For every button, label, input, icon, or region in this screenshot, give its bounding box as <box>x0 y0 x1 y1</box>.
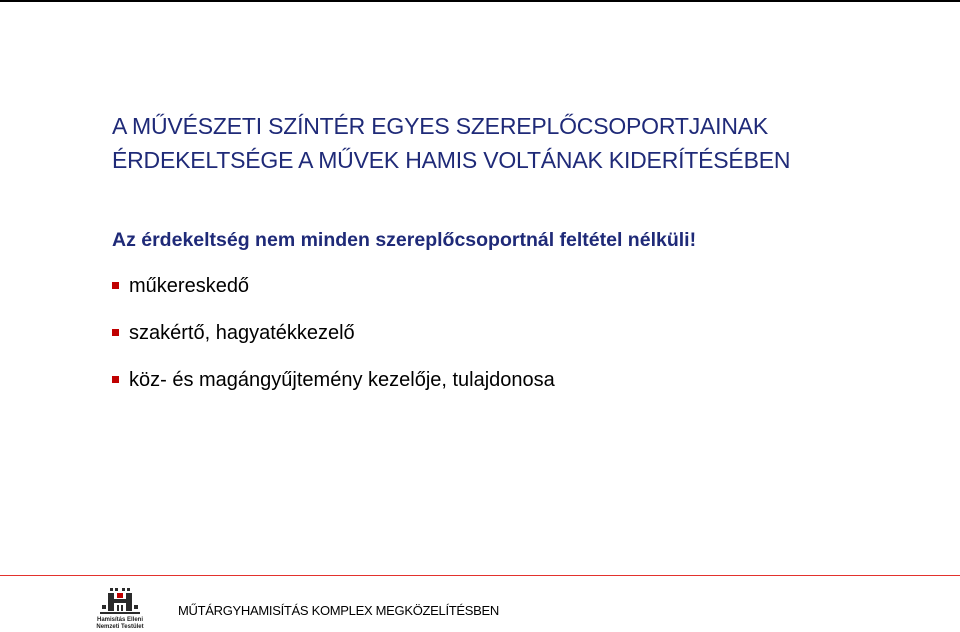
top-border <box>0 0 960 2</box>
slide-title <box>112 109 932 177</box>
organization-logo <box>92 586 148 632</box>
bullet-list <box>112 272 555 413</box>
slide-title-line-2: ÉRDEKELTSÉGE A MŰVEK HAMIS VOLTÁNAK KIDERÍTÉSÉBEN <box>112 147 791 173</box>
footer-title: MŰTÁRGYHAMISÍTÁS KOMPLEX MEGKÖZELÍTÉSBEN <box>178 603 500 618</box>
bullet-square-icon <box>112 329 119 336</box>
logo-emblem-icon <box>92 586 148 616</box>
list-item <box>112 366 555 394</box>
slide-title-line-1: A MŰVÉSZETI SZÍNTÉR EGYES SZEREPLŐCSOPORTJAINAK <box>112 113 769 139</box>
list-item-text: műkereskedő <box>129 275 250 297</box>
logo-text-line-1: Hamisítás Elleni <box>96 617 144 623</box>
bullet-square-icon <box>112 376 119 383</box>
list-item-text: köz- és magángyűjtemény kezelője, tulajdonosa <box>129 369 555 391</box>
footer-divider <box>0 575 960 576</box>
list-item <box>112 272 555 300</box>
list-item <box>112 319 555 347</box>
list-item-text: szakértő, hagyatékkezelő <box>129 322 355 344</box>
logo-text-line-2: Nemzeti Testület <box>96 624 144 630</box>
slide-subtitle: Az érdekeltség nem minden szereplőcsoportnál feltétel nélküli! <box>112 229 697 251</box>
bullet-square-icon <box>112 282 119 289</box>
